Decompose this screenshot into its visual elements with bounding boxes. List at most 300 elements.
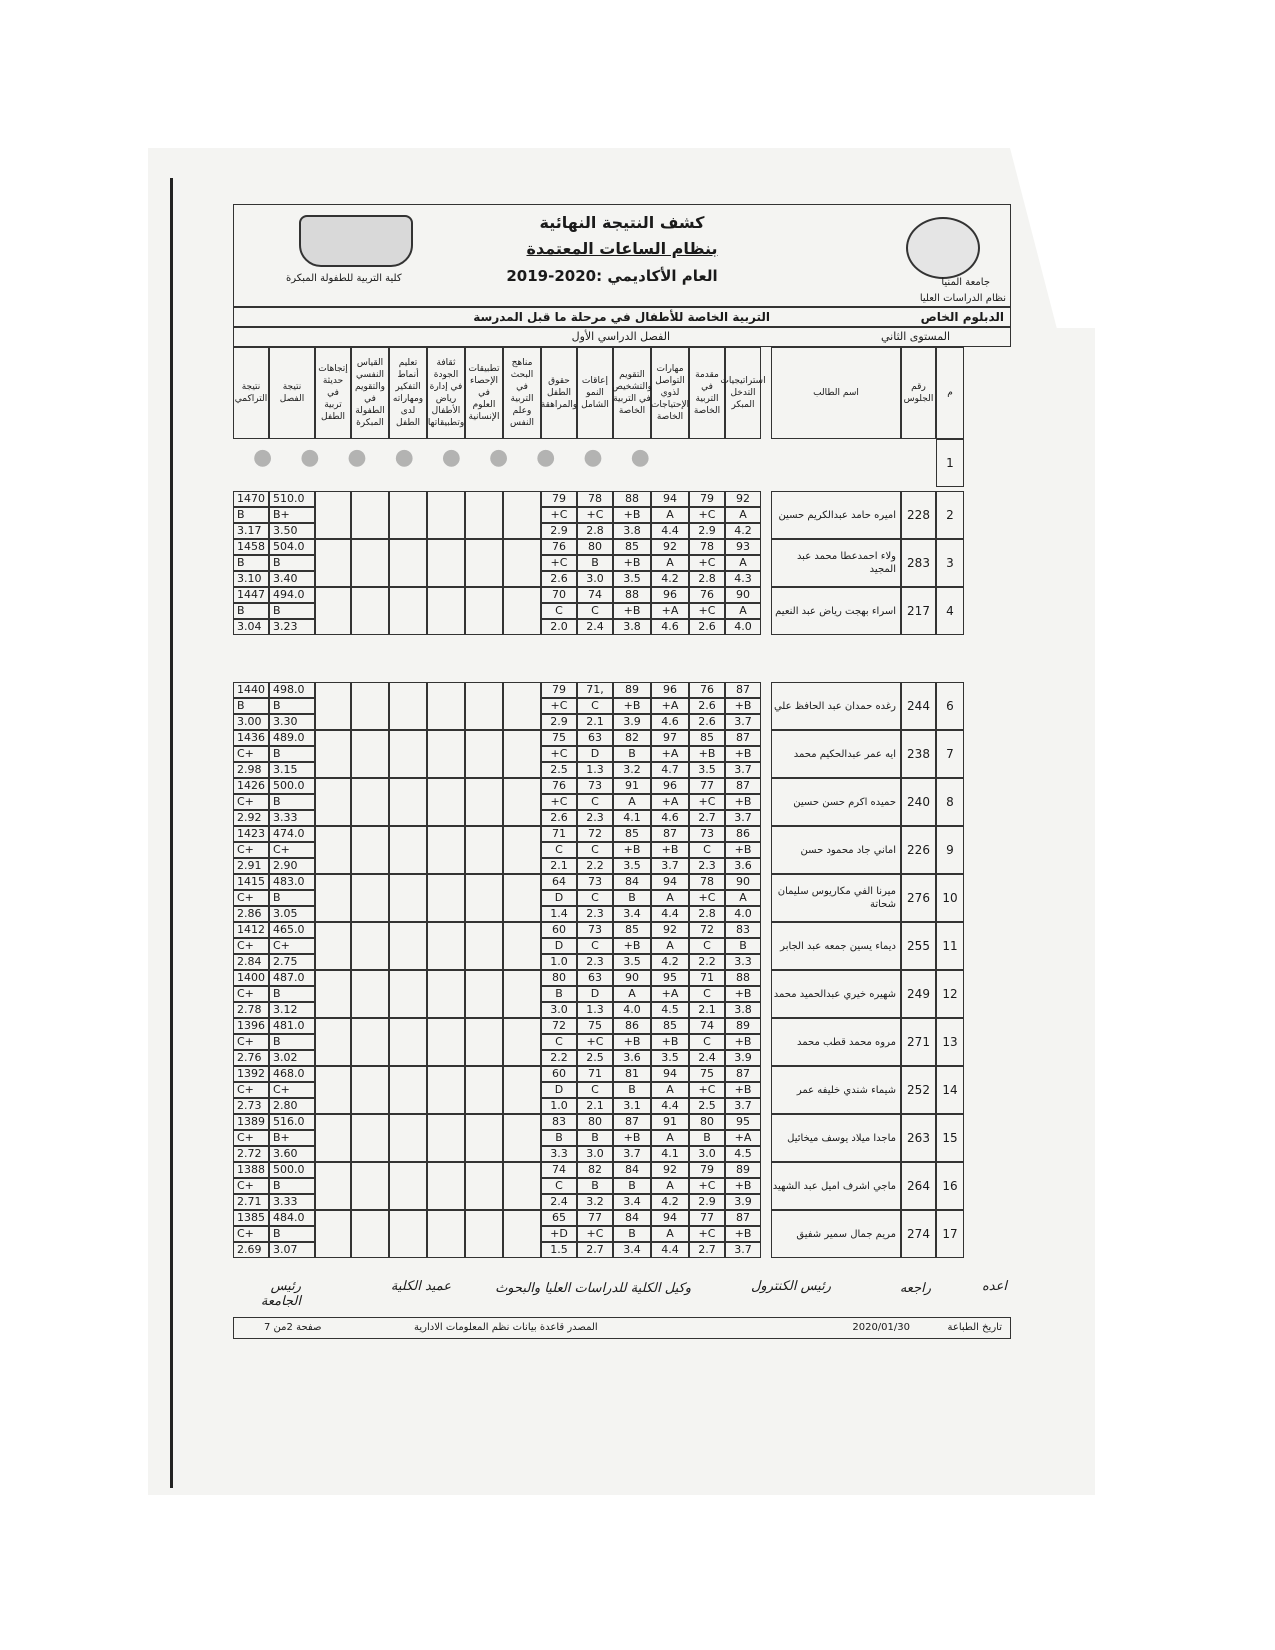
course-score: 76 [689,682,725,698]
course-point: 2.2 [689,954,725,970]
student-name: ماجي اشرف اميل عبد الشهيد [771,1162,901,1210]
empty-course-cell [465,491,503,539]
sheet-title: كشف النتيجة النهائية [539,213,705,232]
course-point: 2.6 [541,571,577,587]
course-grade: +B [613,1130,651,1146]
course-score: 96 [651,682,689,698]
empty-course-cell [315,1162,351,1210]
course-grade: +B [725,698,761,714]
seat-number: 263 [901,1114,936,1162]
cumulative-total: 1447 [233,587,269,603]
seat-number: 226 [901,826,936,874]
course-score: 76 [541,539,577,555]
course-score: 80 [689,1114,725,1130]
header-seat: رقم الجلوس [901,347,936,439]
course-grade: +C [689,1226,725,1242]
empty-course-cell [427,1114,465,1162]
course-point: 4.4 [651,523,689,539]
cumulative-grade: C+ [233,1034,269,1050]
empty-course-cell [427,826,465,874]
data-source: المصدر قاعدة بيانات نظم المعلومات الادارية [414,1322,598,1333]
course-score: 71 [577,1066,613,1082]
course-score: 84 [613,1162,651,1178]
course-score: 71, [577,682,613,698]
course-point: 4.1 [613,810,651,826]
semester-gpa: 2.75 [269,954,315,970]
row-index: 2 [936,491,964,539]
semester-grade: B+ [269,1130,315,1146]
course-grade: D [541,1082,577,1098]
course-score: 78 [689,874,725,890]
course-score: 81 [613,1066,651,1082]
semester-gpa: 3.33 [269,810,315,826]
course-grade: +C [541,794,577,810]
scan-edge-bar [170,178,173,1488]
course-point: 3.4 [613,1194,651,1210]
empty-course-cell [389,539,427,587]
course-grade: A [725,555,761,571]
seat-number: 271 [901,1018,936,1066]
print-date: 2020/01/30 [852,1322,910,1333]
empty-course-cell [351,970,389,1018]
course-grade: C [577,890,613,906]
empty-course-cell [427,922,465,970]
empty-course-cell [351,1114,389,1162]
course-score: 60 [541,922,577,938]
course-point: 2.7 [689,810,725,826]
semester-total: 481.0 [269,1018,315,1034]
course-score: 94 [651,1066,689,1082]
cumulative-gpa: 2.72 [233,1146,269,1162]
cumulative-gpa: 3.04 [233,619,269,635]
empty-course-cell [503,970,541,1018]
course-grade: +B [613,603,651,619]
course-score: 79 [689,1162,725,1178]
empty-course-cell [389,778,427,826]
seat-number: 244 [901,682,936,730]
student-name: اسراء بهجت رياض عبد النعيم [771,587,901,635]
course-point: 2.8 [577,523,613,539]
course-score: 91 [613,778,651,794]
course-point: 2.9 [689,1194,725,1210]
cumulative-gpa: 3.00 [233,714,269,730]
course-point: 3.6 [725,858,761,874]
course-grade: A [651,555,689,571]
course-point: 2.1 [541,858,577,874]
course-point: 2.9 [541,523,577,539]
course-grade: +C [577,507,613,523]
course-grade: +B [725,794,761,810]
course-score: 77 [689,1210,725,1226]
redacted-strip [233,636,1011,682]
course-score: 95 [725,1114,761,1130]
course-point: 3.3 [725,954,761,970]
course-point: 3.5 [651,1050,689,1066]
empty-course-cell [503,682,541,730]
sheet-header [233,204,1011,307]
semester-gpa: 3.40 [269,571,315,587]
row-index: 16 [936,1162,964,1210]
cumulative-gpa: 2.84 [233,954,269,970]
course-point: 2.2 [577,858,613,874]
course-point: 2.7 [577,1242,613,1258]
course-grade: +C [541,555,577,571]
row-index: 11 [936,922,964,970]
course-point: 3.5 [613,954,651,970]
empty-course-cell [315,1066,351,1114]
course-point: 4.2 [725,523,761,539]
course-score: 77 [689,778,725,794]
course-score: 79 [689,491,725,507]
empty-course-cell [315,778,351,826]
semester-gpa: 2.80 [269,1098,315,1114]
course-grade: D [577,986,613,1002]
course-grade: +B [725,1082,761,1098]
seat-number: 264 [901,1162,936,1210]
empty-course-cell [465,1114,503,1162]
seat-number: 276 [901,874,936,922]
cumulative-grade: C+ [233,1178,269,1194]
semester-grade: C+ [269,842,315,858]
course-grade: A [651,938,689,954]
course-score: 74 [577,587,613,603]
course-point: 2.0 [541,619,577,635]
course-grade: C [577,603,613,619]
empty-course-cell [351,587,389,635]
semester-gpa: 3.15 [269,762,315,778]
course-score: 87 [613,1114,651,1130]
semester-grade: B [269,794,315,810]
course-point: 2.3 [689,858,725,874]
course-point: 1.0 [541,1098,577,1114]
empty-course-cell [465,826,503,874]
empty-course-cell [389,1018,427,1066]
semester-grade: B [269,1178,315,1194]
semester-total: 500.0 [269,778,315,794]
student-name: شهيره خيري عبدالحميد محمد [771,970,901,1018]
empty-course-cell [389,922,427,970]
course-score: 76 [541,778,577,794]
course-grade: A [651,890,689,906]
course-grade: +C [577,1226,613,1242]
course-score: 82 [577,1162,613,1178]
course-grade: C [541,603,577,619]
course-score: 71 [689,970,725,986]
empty-course-cell [315,491,351,539]
empty-course-cell [465,730,503,778]
empty-course-cell [389,491,427,539]
course-grade: C [689,938,725,954]
course-grade: C [577,1082,613,1098]
empty-course-cell [465,587,503,635]
empty-course-cell [389,1066,427,1114]
table-row [233,874,1011,922]
course-score: 89 [725,1162,761,1178]
course-point: 2.1 [577,714,613,730]
empty-course-cell [465,922,503,970]
student-name: ايه عمر عبدالحكيم محمد [771,730,901,778]
table-row [233,826,1011,874]
row-index: 1 [936,439,964,487]
cumulative-total: 1388 [233,1162,269,1178]
course-grade: +C [689,1178,725,1194]
course-grade: +B [613,555,651,571]
course-grade: +B [725,1178,761,1194]
course-score: 75 [541,730,577,746]
course-score: 72 [541,1018,577,1034]
course-score: 75 [689,1066,725,1082]
cumulative-grade: C+ [233,794,269,810]
seat-number: 252 [901,1066,936,1114]
course-score: 80 [541,970,577,986]
course-point: 4.2 [651,954,689,970]
course-grade: D [541,938,577,954]
empty-course-cell [465,970,503,1018]
empty-course-cell [389,826,427,874]
course-score: 82 [613,730,651,746]
course-grade: +B [725,842,761,858]
empty-course-cell [389,970,427,1018]
course-score: 74 [541,1162,577,1178]
student-name: شيماء شندي خليفه عمر [771,1066,901,1114]
table-row [233,682,1011,730]
empty-course-cell [503,491,541,539]
empty-course-cell [351,1210,389,1258]
cumulative-total: 1396 [233,1018,269,1034]
table-row [233,970,1011,1018]
cumulative-total: 1385 [233,1210,269,1226]
student-name: ولاء احمدعطا محمد عبد المجيد [771,539,901,587]
row-index: 17 [936,1210,964,1258]
course-point: 3.4 [613,1242,651,1258]
student-name: مروه محمد قطب محمد [771,1018,901,1066]
empty-course-cell [503,874,541,922]
cumulative-total: 1440 [233,682,269,698]
semester-gpa: 2.90 [269,858,315,874]
course-score: 85 [613,826,651,842]
cumulative-gpa: 2.78 [233,1002,269,1018]
student-name: اميره حامد عبدالكريم حسين [771,491,901,539]
cumulative-gpa: 3.17 [233,523,269,539]
empty-course-cell [351,491,389,539]
course-grade: C [541,1178,577,1194]
empty-course-cell [427,970,465,1018]
course-score: 78 [577,491,613,507]
course-grade: C [689,986,725,1002]
cumulative-grade: C+ [233,938,269,954]
course-point: 2.5 [689,1098,725,1114]
course-grade: +C [689,794,725,810]
course-point: 3.7 [725,714,761,730]
semester-grade: B [269,1034,315,1050]
course-grade: B [577,1178,613,1194]
program-title: التربية الخاصة للأطفال في مرحلة ما قبل المدرسة [473,310,770,324]
course-point: 4.1 [651,1146,689,1162]
course-point: 2.8 [689,571,725,587]
semester-grade: B+ [269,507,315,523]
course-point: 3.6 [613,1050,651,1066]
course-grade: +C [541,507,577,523]
course-point: 4.6 [651,714,689,730]
semester-gpa: 3.60 [269,1146,315,1162]
cumulative-gpa: 2.98 [233,762,269,778]
course-score: 63 [577,730,613,746]
course-score: 70 [541,587,577,603]
sig-vice-dean: وكيل الكلية للدراسات العليا والبحوث [495,1281,691,1296]
course-grade: +B [613,938,651,954]
course-point: 3.5 [613,858,651,874]
row-index: 6 [936,682,964,730]
table-row [233,539,1011,587]
empty-course-cell [503,587,541,635]
semester-gpa: 3.07 [269,1242,315,1258]
course-grade: B [613,890,651,906]
course-score: 85 [651,1018,689,1034]
header-course: ثقافة الجودة في إدارة رياض الأطفال وتطبيقاتها [427,347,465,439]
semester-total: 494.0 [269,587,315,603]
empty-course-cell [427,730,465,778]
course-score: 85 [689,730,725,746]
student-name: حميده اكرم حسن حسين [771,778,901,826]
seat-number: 238 [901,730,936,778]
empty-course-cell [465,1066,503,1114]
course-score: 94 [651,874,689,890]
header-course: مناهج البحث في التربية وعلم النفس [503,347,541,439]
studies-system: نظام الدراسات العليا [919,293,1006,304]
course-point: 3.7 [613,1146,651,1162]
course-score: 94 [651,491,689,507]
level-label: المستوى الثاني [881,330,950,343]
empty-course-cell [351,1066,389,1114]
empty-course-cell [389,874,427,922]
academic-year: العام الأكاديمي :2020-2019 [506,267,718,285]
semester-grade: B [269,746,315,762]
course-point: 3.1 [613,1098,651,1114]
course-score: 87 [725,778,761,794]
course-point: 3.8 [725,1002,761,1018]
semester-total: 487.0 [269,970,315,986]
course-point: 2.4 [689,1050,725,1066]
empty-course-cell [503,826,541,874]
empty-course-cell [315,1114,351,1162]
cumulative-total: 1389 [233,1114,269,1130]
seat-number: 240 [901,778,936,826]
empty-course-cell [389,1210,427,1258]
page-footer [233,1317,1011,1339]
course-grade: B [613,1226,651,1242]
course-grade: +B [725,746,761,762]
empty-course-cell [427,1210,465,1258]
result-sheet [233,204,1011,1347]
cumulative-grade: C+ [233,842,269,858]
course-point: 2.5 [577,1050,613,1066]
course-point: 4.0 [725,906,761,922]
course-score: 87 [651,826,689,842]
course-grade: B [541,986,577,1002]
semester-grade: B [269,1226,315,1242]
empty-course-cell [427,1066,465,1114]
course-score: 94 [651,1210,689,1226]
course-score: 89 [725,1018,761,1034]
course-point: 3.0 [577,571,613,587]
empty-course-cell [465,874,503,922]
course-score: 84 [613,874,651,890]
course-point: 1.5 [541,1242,577,1258]
course-point: 2.2 [541,1050,577,1066]
empty-course-cell [503,1066,541,1114]
course-point: 2.7 [689,1242,725,1258]
course-grade: A [725,507,761,523]
course-point: 3.0 [577,1146,613,1162]
course-score: 88 [725,970,761,986]
course-score: 60 [541,1066,577,1082]
row-index: 4 [936,587,964,635]
header-course: حقوق الطفل والمراهقة [541,347,577,439]
course-point: 3.9 [613,714,651,730]
course-point: 2.8 [689,906,725,922]
student-name: اماني جاد محمود حسن [771,826,901,874]
empty-course-cell [351,922,389,970]
empty-course-cell [389,682,427,730]
empty-course-cell [389,1114,427,1162]
semester-grade: C+ [269,1082,315,1098]
course-score: 90 [613,970,651,986]
semester-grade: C+ [269,938,315,954]
course-point: 4.6 [651,810,689,826]
empty-course-cell [503,922,541,970]
table-row [233,778,1011,826]
column-headers [233,347,1011,439]
course-grade: +A [651,746,689,762]
course-score: 92 [651,539,689,555]
cumulative-total: 1392 [233,1066,269,1082]
course-point: 2.6 [541,810,577,826]
course-score: 87 [725,682,761,698]
course-point: 2.1 [577,1098,613,1114]
redacted-strip: ●●●●●●●●● [233,439,1011,484]
empty-course-cell [503,730,541,778]
course-grade: C [689,1034,725,1050]
course-grade: +C [689,890,725,906]
empty-course-cell [465,1162,503,1210]
page-number: صفحة 2من 7 [264,1322,322,1333]
course-grade: A [651,1130,689,1146]
semester-gpa: 3.12 [269,1002,315,1018]
cumulative-total: 1415 [233,874,269,890]
course-grade: +A [651,986,689,1002]
empty-course-cell [315,730,351,778]
cumulative-gpa: 2.71 [233,1194,269,1210]
row-index: 15 [936,1114,964,1162]
course-grade: D [577,746,613,762]
header-course: تعليم أنماط التفكير ومهاراته لدى الطفل [389,347,427,439]
semester-grade: B [269,698,315,714]
student-name: مريم جمال سمير شفيق [771,1210,901,1258]
cumulative-grade: C+ [233,1226,269,1242]
sig-reviewed: راجعه [899,1281,931,1296]
seat-number: 255 [901,922,936,970]
course-score: 96 [651,587,689,603]
course-grade: +A [651,698,689,714]
cumulative-total: 1426 [233,778,269,794]
empty-course-cell [389,730,427,778]
empty-course-cell [427,1018,465,1066]
course-score: 88 [613,587,651,603]
course-grade: A [651,507,689,523]
course-grade: +C [577,1034,613,1050]
course-grade: B [577,555,613,571]
course-grade: 2.6 [689,698,725,714]
